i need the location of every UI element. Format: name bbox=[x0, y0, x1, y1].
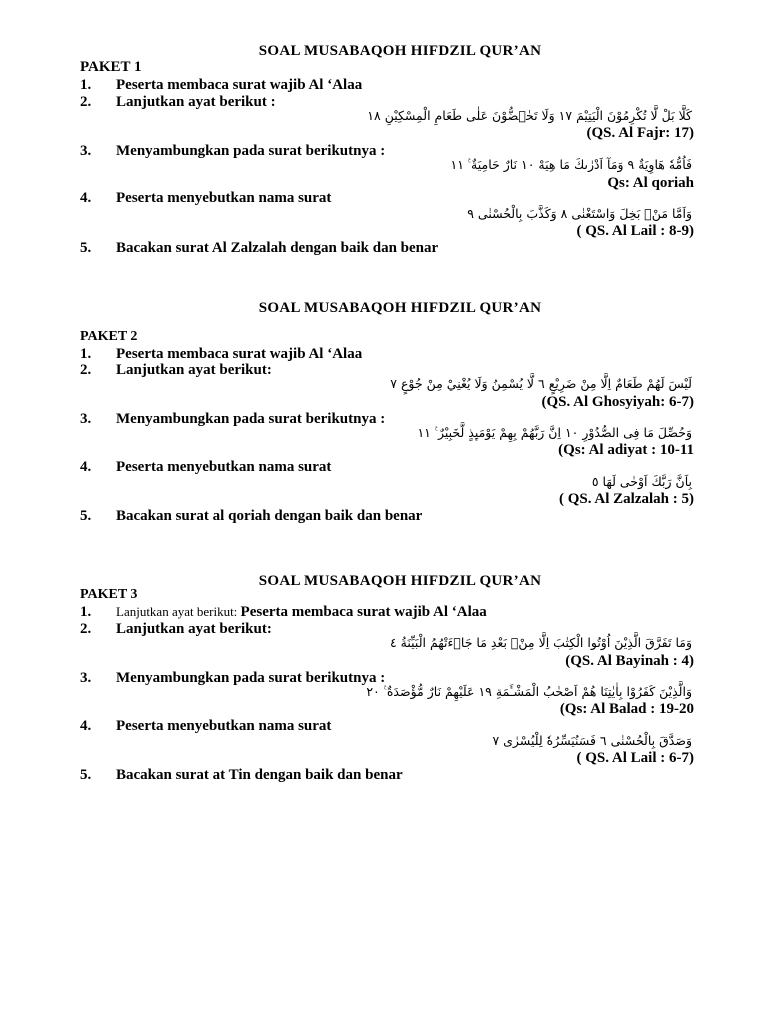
question-text: Lanjutkan ayat berikut : bbox=[116, 94, 276, 110]
question-text: Menyambungkan pada surat berikutnya : bbox=[116, 411, 386, 427]
question-number: 5. bbox=[80, 508, 92, 524]
question-number: 3. bbox=[80, 670, 92, 686]
question-text: Peserta menyebutkan nama surat bbox=[116, 459, 332, 475]
question-1 bbox=[80, 604, 487, 621]
question-number: 3. bbox=[80, 143, 92, 159]
question-5 bbox=[80, 240, 438, 257]
section-title: SOAL MUSABAQOH HIFDZIL QUR’AN bbox=[258, 573, 542, 589]
arabic-verse: وَصَدَّقَ بِالْحُسْنٰى ٦ فَسَنُيَسِّرُهٗ لِلْيُسْرٰى ٧ bbox=[492, 733, 692, 748]
question-text: Bacakan surat Al Zalzalah dengan baik dan benar bbox=[116, 240, 439, 256]
question-number: 4. bbox=[80, 190, 92, 206]
verse-reference: (QS. Al Bayinah : 4) bbox=[565, 653, 694, 669]
arabic-verse: وَاَمَّا مَنْۢ بَخِلَ وَاسْتَغْنٰى ٨ وَكَذَّبَ بِالْحُسْنٰى ٩ bbox=[467, 206, 692, 221]
question-text: Bacakan surat al qoriah dengan baik dan benar bbox=[116, 508, 423, 524]
verse-reference: (QS. Al Fajr: 17) bbox=[586, 125, 694, 141]
question-5 bbox=[80, 508, 422, 525]
question-number: 3. bbox=[80, 411, 92, 427]
question-text: Lanjutkan ayat berikut: bbox=[116, 362, 272, 378]
question-2 bbox=[80, 94, 276, 111]
question-1 bbox=[80, 77, 362, 94]
question-4 bbox=[80, 190, 331, 207]
verse-reference: Qs: Al qoriah bbox=[607, 175, 694, 191]
question-text: Peserta membaca surat wajib Al ‘Alaa bbox=[116, 346, 363, 362]
question-number: 5. bbox=[80, 240, 92, 256]
question-text: Peserta menyebutkan nama surat bbox=[116, 190, 332, 206]
question-number: 2. bbox=[80, 94, 92, 110]
question-2 bbox=[80, 621, 272, 638]
paket-label: PAKET 3 bbox=[80, 587, 138, 602]
question-5 bbox=[80, 767, 403, 784]
arabic-verse: وَمَا تَفَرَّقَ الَّذِيْنَ اُوْتُوا الْكِتٰبَ اِلَّا مِنْۢ بَعْدِ مَا جَاۤءَتْهُمُ الْبَيِّنَةُ ٤ bbox=[389, 635, 692, 650]
question-text: Peserta membaca surat wajib Al ‘Alaa bbox=[116, 77, 363, 93]
question-number: 4. bbox=[80, 718, 92, 734]
question-text: Bacakan surat at Tin dengan baik dan benar bbox=[116, 767, 403, 783]
section-title: SOAL MUSABAQOH HIFDZIL QUR’AN bbox=[258, 300, 542, 316]
section-title: SOAL MUSABAQOH HIFDZIL QUR’AN bbox=[258, 43, 542, 59]
question-3 bbox=[80, 411, 385, 428]
question-number: 4. bbox=[80, 459, 92, 475]
arabic-verse: وَحُصِّلَ مَا فِى الصُّدُوْرِ ١٠ اِنَّ رَبَّهُمْ بِهِمْ يَوْمَىِٕذٍ لَّخَبِيْرٌ ࣖ ١١ bbox=[417, 425, 692, 440]
question-2 bbox=[80, 362, 272, 379]
question-text: Lanjutkan ayat berikut: bbox=[116, 621, 272, 637]
arabic-verse: وَالَّذِيْنَ كَفَرُوْا بِاٰيٰتِنَا هُمْ اَصْحٰبُ الْمَشْـَٔمَةِ ١٩ عَلَيْهِمْ نَارٌ مُّؤْصَدَةٌ ࣖ ٢٠ bbox=[366, 684, 692, 699]
verse-reference: (Qs: Al adiyat : 10-11 bbox=[558, 442, 694, 458]
verse-reference: ( QS. Al Lail : 8-9) bbox=[576, 223, 694, 239]
question-number: 1. bbox=[80, 77, 92, 93]
question-text: Peserta membaca surat wajib Al ‘Alaa bbox=[240, 604, 487, 620]
question-number: 5. bbox=[80, 767, 92, 783]
arabic-verse: فَاُمُّهٗ هَاوِيَةٌ ٩ وَمَآ اَدْرٰىكَ مَا هِيَهْ ١٠ نَارٌ حَامِيَةٌ ࣖ ١١ bbox=[450, 157, 692, 172]
arabic-verse: بِاَنَّ رَبَّكَ اَوْحٰى لَهَا ٥ bbox=[591, 474, 692, 489]
question-text: Peserta menyebutkan nama surat bbox=[116, 718, 332, 734]
question-text: Menyambungkan pada surat berikutnya : bbox=[116, 670, 386, 686]
question-4 bbox=[80, 459, 331, 476]
paket-label: PAKET 1 bbox=[80, 59, 142, 75]
question-3 bbox=[80, 143, 385, 160]
arabic-verse: لَيْسَ لَهُمْ طَعَامٌ اِلَّا مِنْ ضَرِيْعٍ ٦ لَّا يُسْمِنُ وَلَا يُغْنِيْ مِنْ جُوْعٍ ٧ bbox=[390, 376, 692, 391]
question-text: Menyambungkan pada surat berikutnya : bbox=[116, 143, 386, 159]
verse-reference: ( QS. Al Lail : 6-7) bbox=[576, 750, 694, 766]
arabic-verse: كَلَّا بَلْ لَّا تُكْرِمُوْنَ الْيَتِيْمَ ١٧ وَلَا تَحٰۤضُّوْنَ عَلٰى طَعَامِ الْمِسْكِيْنِ ١٨ bbox=[367, 108, 692, 123]
verse-reference: (Qs: Al Balad : 19-20 bbox=[559, 701, 694, 717]
question-prefix: Lanjutkan ayat berikut: bbox=[116, 604, 241, 619]
question-number: 2. bbox=[80, 362, 92, 378]
question-number: 1. bbox=[80, 604, 92, 620]
verse-reference: (QS. Al Ghosyiyah: 6-7) bbox=[541, 394, 694, 410]
question-number: 1. bbox=[80, 346, 92, 362]
question-1 bbox=[80, 346, 362, 363]
question-3 bbox=[80, 670, 385, 687]
paket-label: PAKET 2 bbox=[80, 329, 138, 344]
question-number: 2. bbox=[80, 621, 92, 637]
verse-reference: ( QS. Al Zalzalah : 5) bbox=[558, 491, 694, 507]
question-4 bbox=[80, 718, 331, 735]
